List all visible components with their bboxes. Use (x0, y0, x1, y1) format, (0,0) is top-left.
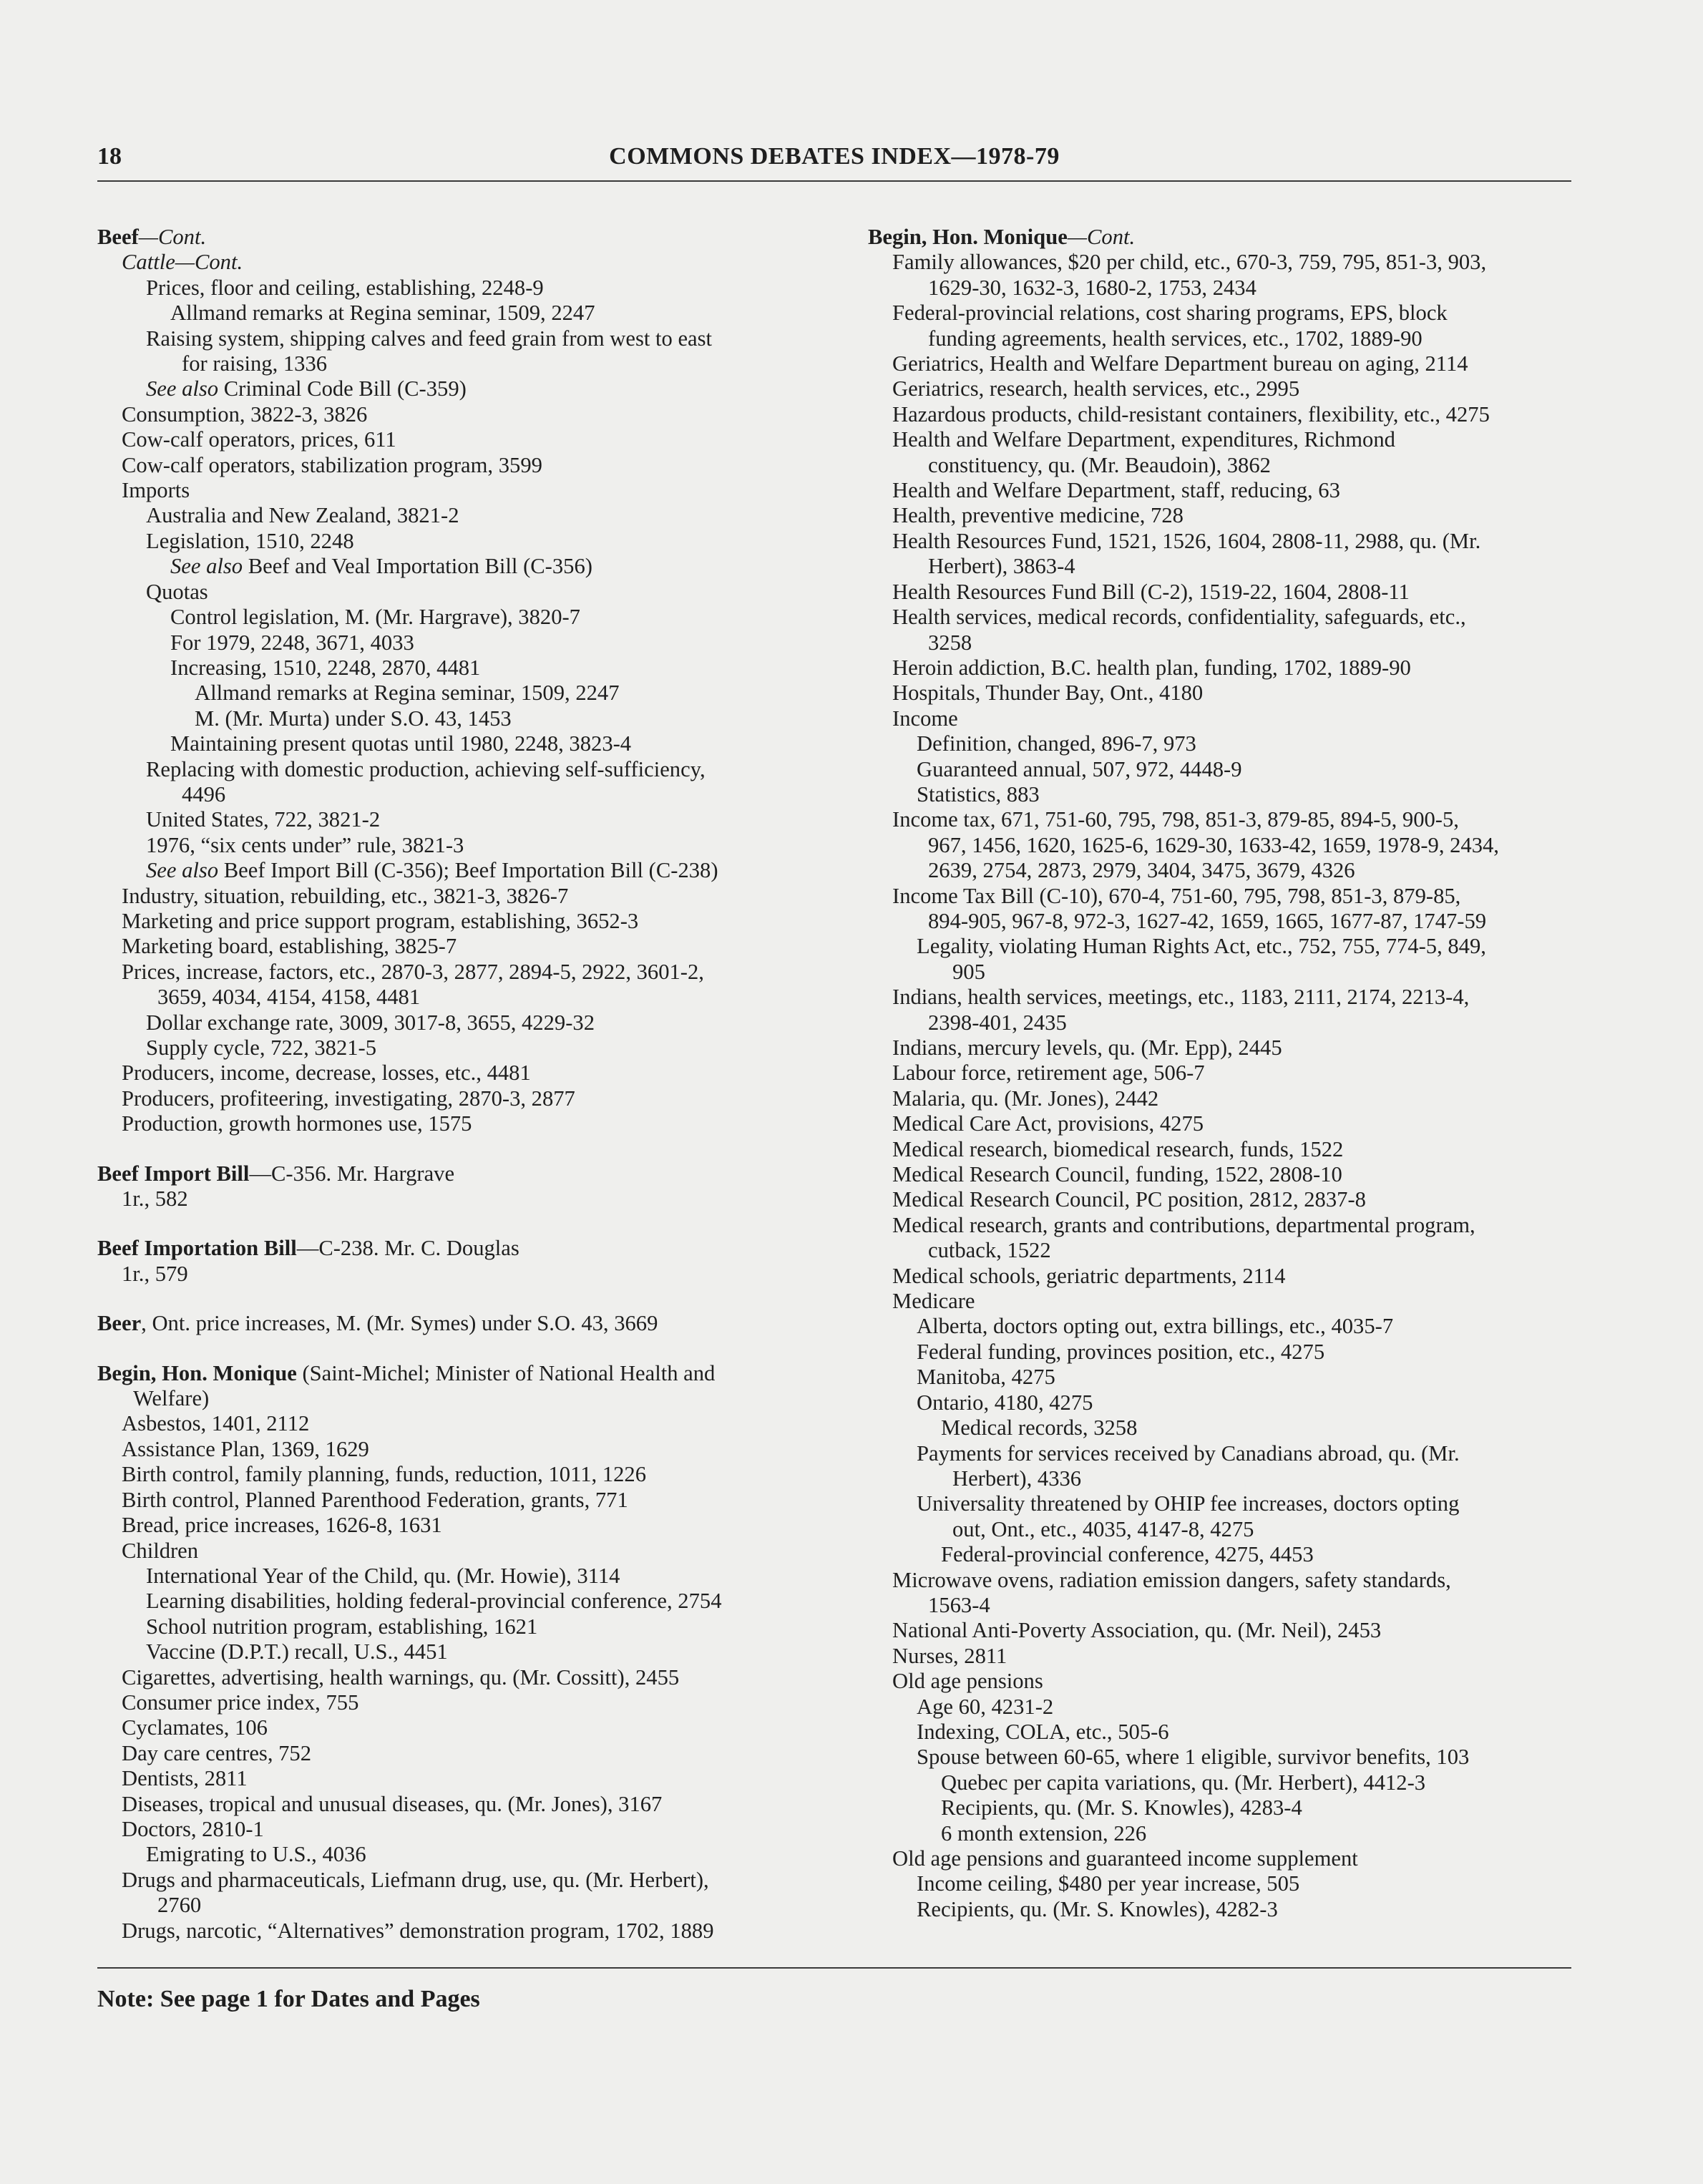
index-entry-continuation (97, 985, 834, 1010)
italic-text: See also (170, 554, 243, 579)
index-subentry (97, 1539, 834, 1564)
index-subentry (97, 503, 834, 528)
entry-text: Recipients, qu. (Mr. S. Knowles), 4283-4 (941, 1795, 1302, 1820)
entry-text: Increasing, 1510, 2248, 2870, 4481 (170, 655, 481, 680)
entry-text: International Year of the Child, qu. (Mr. Howie), 3114 (146, 1563, 620, 1588)
entry-text: Nurses, 2811 (892, 1643, 1007, 1668)
index-subentry (97, 554, 834, 579)
index-subentry (868, 1871, 1576, 1896)
index-subentry (97, 858, 834, 883)
index-subentry (97, 276, 834, 301)
entry-text: Welfare) (133, 1386, 210, 1411)
index-subentry (97, 1411, 834, 1436)
entry-text: 2760 (157, 1893, 202, 1918)
index-subentry (97, 453, 834, 478)
index-entry-continuation (97, 1893, 834, 1918)
entry-text: Consumer price index, 755 (122, 1690, 359, 1715)
entry-text: Prices, increase, factors, etc., 2870-3, 2877, 2894-5, 2922, 3601-2, (122, 959, 704, 984)
index-entry-continuation (868, 276, 1576, 301)
entry-text: Beef Import Bill (C-356); Beef Importation Bill (C-238) (218, 858, 718, 883)
entry-text: Consumption, 3822-3, 3826 (122, 401, 368, 426)
entry-text: Industry, situation, rebuilding, etc., 3821-3, 3826-7 (122, 883, 569, 908)
index-subentry (868, 807, 1576, 832)
index-subentry (97, 427, 834, 452)
index-entry-continuation (868, 1593, 1576, 1618)
entry-text: Herbert), 4336 (952, 1466, 1082, 1491)
continued-marker: —Cont. (1067, 225, 1136, 249)
index-subentry (868, 985, 1576, 1010)
index-subentry (97, 1766, 834, 1791)
index-subentry (868, 1213, 1576, 1238)
entry-text: Spouse between 60-65, where 1 eligible, survivor benefits, 103 (917, 1745, 1470, 1770)
index-subentry (97, 960, 834, 985)
index-entry-continuation (97, 782, 834, 807)
index-subentry (97, 529, 834, 554)
index-subentry (97, 1741, 834, 1766)
entry-text: Birth control, Planned Parenthood Federation, grants, 771 (122, 1487, 628, 1512)
entry-text: Labour force, retirement age, 506-7 (892, 1061, 1205, 1086)
index-subentry (97, 1589, 834, 1614)
continued-marker: Cont. (194, 250, 243, 275)
entry-text: Medical Research Council, funding, 1522, 2808-10 (892, 1162, 1342, 1187)
entry-text: Cow-calf operators, prices, 611 (122, 427, 396, 452)
entry-text: Producers, profiteering, investigating, 2870-3, 2877 (122, 1086, 575, 1111)
index-subentry (868, 731, 1576, 756)
index-entry-continuation (868, 554, 1576, 579)
entry-text: Microwave ovens, radiation emission dangers, safety standards, (892, 1567, 1451, 1592)
index-subentry (97, 1061, 834, 1086)
index-subentry (868, 478, 1576, 503)
index-heading (97, 1311, 834, 1336)
entry-spacer (97, 1137, 834, 1161)
index-subentry (97, 1086, 834, 1111)
index-subentry (97, 1111, 834, 1136)
entry-text: Legality, violating Human Rights Act, etc., 752, 755, 774-5, 849, (917, 934, 1486, 959)
entry-text: Old age pensions and guaranteed income supplement (892, 1846, 1358, 1871)
index-subentry (868, 706, 1576, 731)
index-subentry (97, 1842, 834, 1867)
entry-text: (Saint-Michel; Minister of National Health and (296, 1360, 716, 1385)
entry-text: 4496 (182, 781, 226, 806)
entry-text: Imports (122, 478, 190, 503)
entry-text: Recipients, qu. (Mr. S. Knowles), 4282-3 (917, 1896, 1278, 1921)
entry-text: Raising system, shipping calves and feed grain from west to east (146, 326, 713, 351)
index-entry-continuation (97, 1386, 834, 1411)
entry-text: Income (892, 706, 958, 731)
entry-spacer (97, 1212, 834, 1236)
footer-rule (97, 1967, 1571, 1969)
entry-text: Age 60, 4231-2 (917, 1694, 1054, 1719)
index-subentry (97, 706, 834, 731)
index-subentry (97, 605, 834, 630)
index-subentry (97, 1614, 834, 1639)
entry-text: Drugs, narcotic, “Alternatives” demonstration program, 1702, 1889 (122, 1918, 714, 1943)
index-subentry (868, 1340, 1576, 1365)
index-subentry (97, 1437, 834, 1462)
index-subentry (868, 1162, 1576, 1187)
entry-text: Health services, medical records, confidentiality, safeguards, etc., (892, 605, 1466, 630)
entry-text: Prices, floor and ceiling, establishing, 2248-9 (146, 275, 544, 300)
entry-text: Criminal Code Bill (C-359) (218, 376, 467, 401)
index-subentry (868, 1897, 1576, 1922)
entry-text: cutback, 1522 (928, 1238, 1051, 1263)
index-entry-continuation (868, 909, 1576, 934)
entry-text: Australia and New Zealand, 3821-2 (146, 503, 459, 528)
index-heading (97, 1236, 834, 1261)
index-entry-continuation (868, 833, 1576, 858)
entry-text: Control legislation, M. (Mr. Hargrave), 3820-7 (170, 605, 580, 630)
index-subentry (97, 807, 834, 832)
entry-text: Manitoba, 4275 (917, 1365, 1055, 1390)
heading-term: Begin, Hon. Monique (868, 225, 1068, 249)
index-subentry (97, 655, 834, 681)
entry-text: 1629-30, 1632-3, 1680-2, 1753, 2434 (928, 275, 1256, 300)
entry-text: 2398-401, 2435 (928, 1010, 1067, 1035)
index-subentry (868, 605, 1576, 630)
index-entry-continuation (868, 1466, 1576, 1491)
index-subentry (868, 1720, 1576, 1745)
index-subentry (868, 427, 1576, 452)
heading-term: Beef (97, 225, 139, 249)
entry-text: Health, preventive medicine, 728 (892, 503, 1184, 528)
index-subentry (868, 1542, 1576, 1567)
entry-text: Health and Welfare Department, expenditures, Richmond (892, 427, 1395, 452)
index-subentry (97, 250, 834, 275)
index-subentry (868, 1568, 1576, 1593)
entry-text: Quebec per capita variations, qu. (Mr. Herbert), 4412-3 (941, 1770, 1426, 1795)
entry-text: Birth control, family planning, funds, reduction, 1011, 1226 (122, 1462, 647, 1487)
entry-text: Assistance Plan, 1369, 1629 (122, 1436, 369, 1461)
entry-text: Producers, income, decrease, losses, etc., 4481 (122, 1061, 531, 1086)
entry-text: Indians, mercury levels, qu. (Mr. Epp), 2445 (892, 1035, 1282, 1060)
index-subentry (97, 1639, 834, 1664)
entry-text: Bread, price increases, 1626-8, 1631 (122, 1513, 442, 1538)
entry-text: Malaria, qu. (Mr. Jones), 2442 (892, 1086, 1159, 1111)
index-subentry (97, 731, 834, 756)
index-subentry (868, 757, 1576, 782)
index-subentry (868, 351, 1576, 376)
entry-text: 6 month extension, 226 (941, 1820, 1147, 1846)
entry-text: Ontario, 4180, 4275 (917, 1390, 1093, 1415)
entry-text: 1976, “six cents under” rule, 3821-3 (146, 832, 464, 857)
index-entry-continuation (868, 960, 1576, 985)
entry-text: Income Tax Bill (C-10), 670-4, 751-60, 795, 798, 851-3, 879-85, (892, 883, 1461, 908)
header-rule (97, 180, 1571, 182)
index-subentry (97, 1817, 834, 1842)
index-subentry (868, 1314, 1576, 1339)
entry-text: Health and Welfare Department, staff, reducing, 63 (892, 478, 1340, 503)
entry-text: for raising, 1336 (182, 351, 328, 376)
entry-text: Medical research, biomedical research, funds, 1522 (892, 1136, 1344, 1161)
index-subentry (868, 884, 1576, 909)
entry-text: Asbestos, 1401, 2112 (122, 1411, 310, 1436)
index-subentry (868, 529, 1576, 554)
italic-text: Cattle— (122, 250, 195, 275)
right-index-column (868, 225, 1576, 1922)
entry-text: Legislation, 1510, 2248 (146, 528, 354, 553)
index-subentry (97, 833, 834, 858)
heading-term: Beef Importation Bill (97, 1236, 297, 1261)
index-subentry (97, 681, 834, 706)
index-subentry (97, 1690, 834, 1715)
entry-text: Federal-provincial relations, cost sharing programs, EPS, block (892, 301, 1448, 326)
entry-text: Day care centres, 752 (122, 1740, 312, 1765)
index-subentry (868, 250, 1576, 275)
entry-text: Cow-calf operators, stabilization program, 3599 (122, 452, 542, 477)
index-subentry (868, 1137, 1576, 1162)
heading-term: Beer (97, 1311, 142, 1336)
entry-text: 967, 1456, 1620, 1625-6, 1629-30, 1633-42, 1659, 1978-9, 2434, (928, 832, 1499, 857)
entry-text: Income tax, 671, 751-60, 795, 798, 851-3, 879-85, 894-5, 900-5, (892, 807, 1459, 832)
entry-text: Indexing, COLA, etc., 505-6 (917, 1719, 1169, 1744)
index-entry-continuation (868, 630, 1576, 655)
entry-text: Cyclamates, 106 (122, 1715, 268, 1740)
index-heading (868, 225, 1576, 250)
entry-text: M. (Mr. Murta) under S.O. 43, 1453 (195, 706, 512, 731)
index-subentry (97, 580, 834, 605)
entry-text: 905 (952, 959, 985, 984)
entry-text: School nutrition program, establishing, 1621 (146, 1614, 538, 1639)
heading-term: Begin, Hon. Monique (97, 1360, 297, 1385)
entry-text: Maintaining present quotas until 1980, 2248, 3823-4 (170, 731, 632, 756)
index-subentry (97, 630, 834, 655)
running-title: COMMONS DEBATES INDEX—1978-79 (609, 143, 1060, 170)
entry-text: Old age pensions (892, 1669, 1043, 1694)
index-subentry (97, 1488, 834, 1513)
entry-text: 1563-4 (928, 1592, 990, 1617)
index-subentry (97, 1262, 834, 1287)
entry-text: Replacing with domestic production, achieving self-sufficiency, (146, 756, 706, 781)
entry-text: Herbert), 3863-4 (928, 554, 1075, 579)
entry-text: Guaranteed annual, 507, 972, 4448-9 (917, 756, 1242, 781)
entry-text: Diseases, tropical and unusual diseases, qu. (Mr. Jones), 3167 (122, 1791, 663, 1816)
index-entry-continuation (868, 858, 1576, 883)
index-subentry (97, 402, 834, 427)
entry-text: Universality threatened by OHIP fee increases, doctors opting (917, 1491, 1460, 1516)
entry-text: Emigrating to U.S., 4036 (146, 1842, 366, 1867)
entry-text: Family allowances, $20 per child, etc., 670-3, 759, 795, 851-3, 903, (892, 250, 1487, 275)
index-subentry (868, 301, 1576, 326)
index-heading (97, 1361, 834, 1386)
index-subentry (97, 1715, 834, 1740)
entry-text: 1r., 579 (122, 1261, 188, 1286)
footer-note: Note: See page 1 for Dates and Pages (97, 1986, 480, 2012)
left-index-column (97, 225, 834, 1944)
entry-text: constituency, qu. (Mr. Beaudoin), 3862 (928, 452, 1271, 477)
entry-text: Beef and Veal Importation Bill (C-356) (243, 554, 592, 579)
index-subentry (868, 1289, 1576, 1314)
index-subentry (868, 655, 1576, 681)
entry-text: Hospitals, Thunder Bay, Ont., 4180 (892, 681, 1204, 706)
index-subentry (97, 1868, 834, 1893)
index-subentry (868, 1618, 1576, 1643)
index-entry-continuation (868, 1517, 1576, 1542)
index-subentry (868, 1390, 1576, 1415)
entry-text: Quotas (146, 579, 208, 604)
entry-text: out, Ont., etc., 4035, 4147-8, 4275 (952, 1516, 1254, 1541)
index-subentry (868, 1061, 1576, 1086)
entry-spacer (97, 1287, 834, 1311)
index-subentry (97, 884, 834, 909)
entry-text: Geriatrics, research, health services, etc., 2995 (892, 376, 1300, 401)
entry-text: 1r., 582 (122, 1186, 188, 1212)
continued-marker: —Cont. (138, 225, 207, 249)
index-subentry (97, 478, 834, 503)
entry-text: Health Resources Fund Bill (C-2), 1519-22, 1604, 2808-11 (892, 579, 1410, 604)
entry-text: Health Resources Fund, 1521, 1526, 1604, 2808-11, 2988, qu. (Mr. (892, 528, 1481, 553)
entry-text: 3659, 4034, 4154, 4158, 4481 (157, 985, 421, 1010)
entry-text: Indians, health services, meetings, etc., 1183, 2111, 2174, 2213-4, (892, 985, 1470, 1010)
index-subentry (97, 1010, 834, 1035)
index-subentry (868, 1644, 1576, 1669)
index-subentry (868, 1441, 1576, 1466)
index-subentry (97, 909, 834, 934)
index-subentry (868, 503, 1576, 528)
index-subentry (97, 1792, 834, 1817)
index-subentry (868, 934, 1576, 959)
index-subentry (868, 1846, 1576, 1871)
page-header (97, 143, 1571, 183)
index-subentry (868, 1491, 1576, 1516)
italic-text: See also (146, 376, 219, 401)
entry-text: Medical Care Act, provisions, 4275 (892, 1111, 1204, 1136)
index-subentry (97, 1919, 834, 1944)
entry-text: , Ont. price increases, M. (Mr. Symes) under S.O. 43, 3669 (141, 1311, 658, 1336)
italic-text: See also (146, 858, 219, 883)
entry-text: Marketing board, establishing, 3825-7 (122, 934, 457, 959)
page-number: 18 (97, 143, 122, 170)
entry-text: Alberta, doctors opting out, extra billings, etc., 4035-7 (917, 1314, 1394, 1339)
entry-text: Doctors, 2810-1 (122, 1816, 264, 1841)
index-subentry (868, 681, 1576, 706)
entry-text: Heroin addiction, B.C. health plan, funding, 1702, 1889-90 (892, 655, 1411, 680)
entry-text: Drugs and pharmaceuticals, Liefmann drug, use, qu. (Mr. Herbert), (122, 1867, 709, 1892)
entry-text: Federal-provincial conference, 4275, 4453 (941, 1542, 1314, 1567)
entry-spacer (97, 1337, 834, 1361)
index-subentry (868, 1086, 1576, 1111)
index-subentry (97, 1564, 834, 1589)
index-subentry (97, 934, 834, 959)
index-heading (97, 1161, 834, 1186)
entry-text: Hazardous products, child-resistant containers, flexibility, etc., 4275 (892, 401, 1490, 426)
index-subentry (868, 580, 1576, 605)
entry-text: National Anti-Poverty Association, qu. (Mr. Neil), 2453 (892, 1618, 1382, 1643)
entry-text: Cigarettes, advertising, health warnings, qu. (Mr. Cossitt), 2455 (122, 1664, 680, 1690)
entry-text: —C-356. Mr. Hargrave (249, 1161, 455, 1186)
entry-text: Dollar exchange rate, 3009, 3017-8, 3655, 4229-32 (146, 1010, 595, 1035)
entry-text: Federal funding, provinces position, etc., 4275 (917, 1339, 1325, 1364)
entry-text: 2639, 2754, 2873, 2979, 3404, 3475, 3679, 4326 (928, 858, 1355, 883)
index-subentry (97, 1186, 834, 1212)
index-subentry (97, 1035, 834, 1061)
entry-text: Statistics, 883 (917, 781, 1040, 806)
entry-text: Income ceiling, $480 per year increase, 505 (917, 1871, 1300, 1896)
entry-text: Payments for services received by Canadians abroad, qu. (Mr. (917, 1440, 1460, 1466)
index-subentry (868, 376, 1576, 401)
index-subentry (97, 326, 834, 351)
index-subentry (97, 1462, 834, 1487)
entry-text: Allmand remarks at Regina seminar, 1509, 2247 (170, 301, 595, 326)
index-entry-continuation (868, 326, 1576, 351)
entry-text: 894-905, 967-8, 972-3, 1627-42, 1659, 1665, 1677-87, 1747-59 (928, 908, 1487, 933)
entry-text: Supply cycle, 722, 3821-5 (146, 1035, 377, 1060)
entry-text: Learning disabilities, holding federal-provincial conference, 2754 (146, 1589, 722, 1614)
entry-text: Marketing and price support program, establishing, 3652-3 (122, 908, 639, 933)
heading-term: Beef Import Bill (97, 1161, 250, 1186)
index-subentry (868, 1669, 1576, 1694)
index-entry-continuation (868, 1238, 1576, 1263)
index-subentry (868, 1795, 1576, 1820)
index-subentry (868, 1770, 1576, 1795)
index-subentry (868, 1695, 1576, 1720)
entry-text: funding agreements, health services, etc., 1702, 1889-90 (928, 326, 1423, 351)
entry-text: Allmand remarks at Regina seminar, 1509, 2247 (195, 681, 620, 706)
entry-text: For 1979, 2248, 3671, 4033 (170, 630, 414, 655)
index-subentry (868, 1035, 1576, 1061)
index-subentry (97, 376, 834, 401)
index-entry-continuation (868, 453, 1576, 478)
index-subentry (868, 1264, 1576, 1289)
index-subentry (97, 1513, 834, 1538)
entry-text: Dentists, 2811 (122, 1766, 248, 1791)
entry-text: Children (122, 1538, 199, 1563)
index-subentry (868, 1187, 1576, 1212)
index-entry-continuation (97, 351, 834, 376)
index-subentry (868, 1111, 1576, 1136)
index-subentry (868, 402, 1576, 427)
index-subentry (868, 782, 1576, 807)
index-heading (97, 225, 834, 250)
entry-text: Definition, changed, 896-7, 973 (917, 731, 1196, 756)
entry-text: Vaccine (D.P.T.) recall, U.S., 4451 (146, 1639, 448, 1664)
index-subentry (97, 301, 834, 326)
entry-text: United States, 722, 3821-2 (146, 807, 381, 832)
entry-text: Production, growth hormones use, 1575 (122, 1111, 472, 1136)
entry-text: Medical schools, geriatric departments, 2114 (892, 1263, 1286, 1288)
index-subentry (868, 1365, 1576, 1390)
entry-text: Medical research, grants and contributions, departmental program, (892, 1212, 1475, 1237)
index-subentry (868, 1415, 1576, 1440)
index-entry-continuation (868, 1010, 1576, 1035)
entry-text: Medical records, 3258 (941, 1415, 1138, 1440)
index-subentry (97, 757, 834, 782)
entry-text: 3258 (928, 630, 972, 655)
entry-text: Geriatrics, Health and Welfare Department bureau on aging, 2114 (892, 351, 1468, 376)
entry-text: Medicare (892, 1289, 975, 1314)
index-subentry (97, 1665, 834, 1690)
index-subentry (868, 1745, 1576, 1770)
entry-text: Medical Research Council, PC position, 2812, 2837-8 (892, 1187, 1366, 1212)
entry-text: —C-238. Mr. C. Douglas (296, 1236, 519, 1261)
index-subentry (868, 1821, 1576, 1846)
